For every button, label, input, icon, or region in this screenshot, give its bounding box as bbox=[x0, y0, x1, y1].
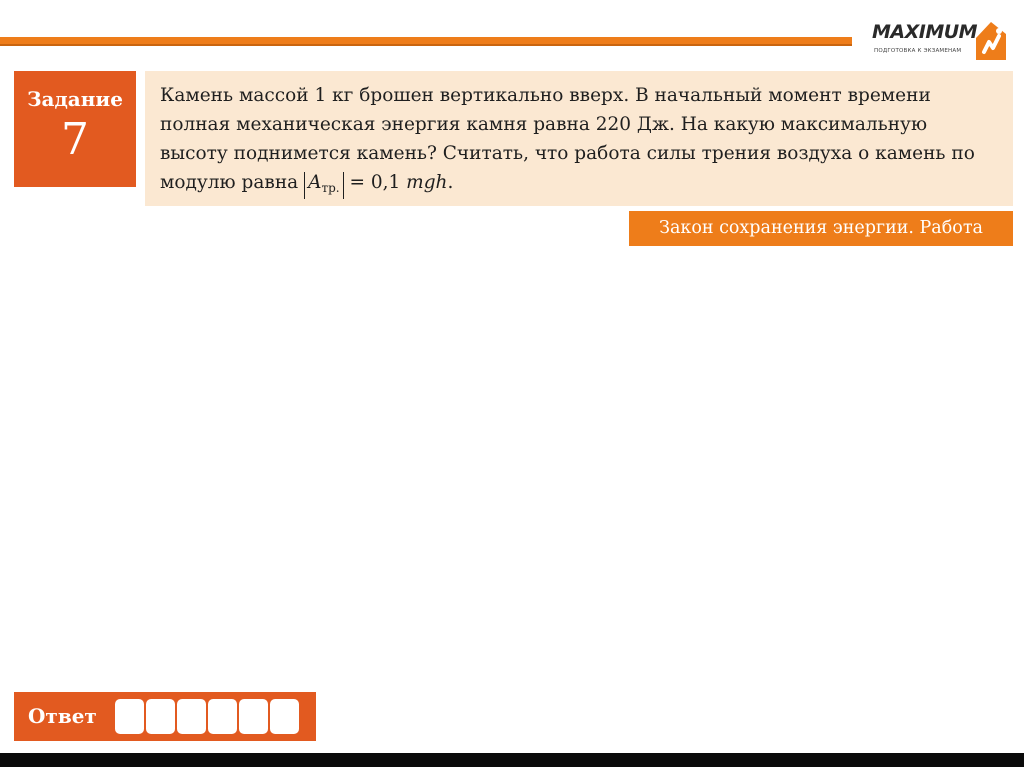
answer-cells bbox=[115, 699, 299, 734]
formula-variable: A bbox=[308, 172, 322, 193]
header-rule-shadow bbox=[0, 44, 852, 46]
answer-cell-4[interactable] bbox=[208, 699, 237, 734]
answer-cell-1[interactable] bbox=[115, 699, 144, 734]
logo-wordmark: MAXIMUM bbox=[872, 21, 978, 43]
formula-subscript: тр. bbox=[321, 181, 340, 195]
problem-body: Камень массой 1 кг брошен вертикально вверх. В начальный момент времени полная механическая энергия камня равна 220 Дж. На какую максимальную высоту поднимется камень? Считать, что работа силы трения воздуха о камень по модулю равна bbox=[160, 85, 975, 193]
logo-house-icon bbox=[972, 18, 1010, 62]
answer-cell-2[interactable] bbox=[146, 699, 175, 734]
task-number: 7 bbox=[61, 114, 89, 165]
formula-equals: = 0,1 bbox=[343, 172, 407, 193]
task-badge bbox=[14, 71, 136, 187]
formula-mgh: mgh bbox=[406, 172, 448, 193]
friction-work-formula bbox=[304, 172, 344, 199]
task-label: Задание bbox=[27, 87, 123, 111]
answer-bar bbox=[14, 692, 316, 741]
logo-tagline: ПОДГОТОВКА К ЭКЗАМЕНАМ bbox=[874, 48, 962, 54]
answer-label: Ответ bbox=[28, 704, 97, 728]
answer-cell-6[interactable] bbox=[270, 699, 299, 734]
problem-statement-box bbox=[145, 71, 1013, 206]
topic-tag: Закон сохранения энергии. Работа bbox=[629, 211, 1013, 246]
footer-bar bbox=[0, 753, 1024, 767]
formula-period: . bbox=[447, 172, 454, 193]
answer-cell-5[interactable] bbox=[239, 699, 268, 734]
problem-text bbox=[160, 81, 999, 199]
header-rule bbox=[0, 37, 852, 44]
answer-cell-3[interactable] bbox=[177, 699, 206, 734]
maximum-logo bbox=[872, 18, 1012, 64]
